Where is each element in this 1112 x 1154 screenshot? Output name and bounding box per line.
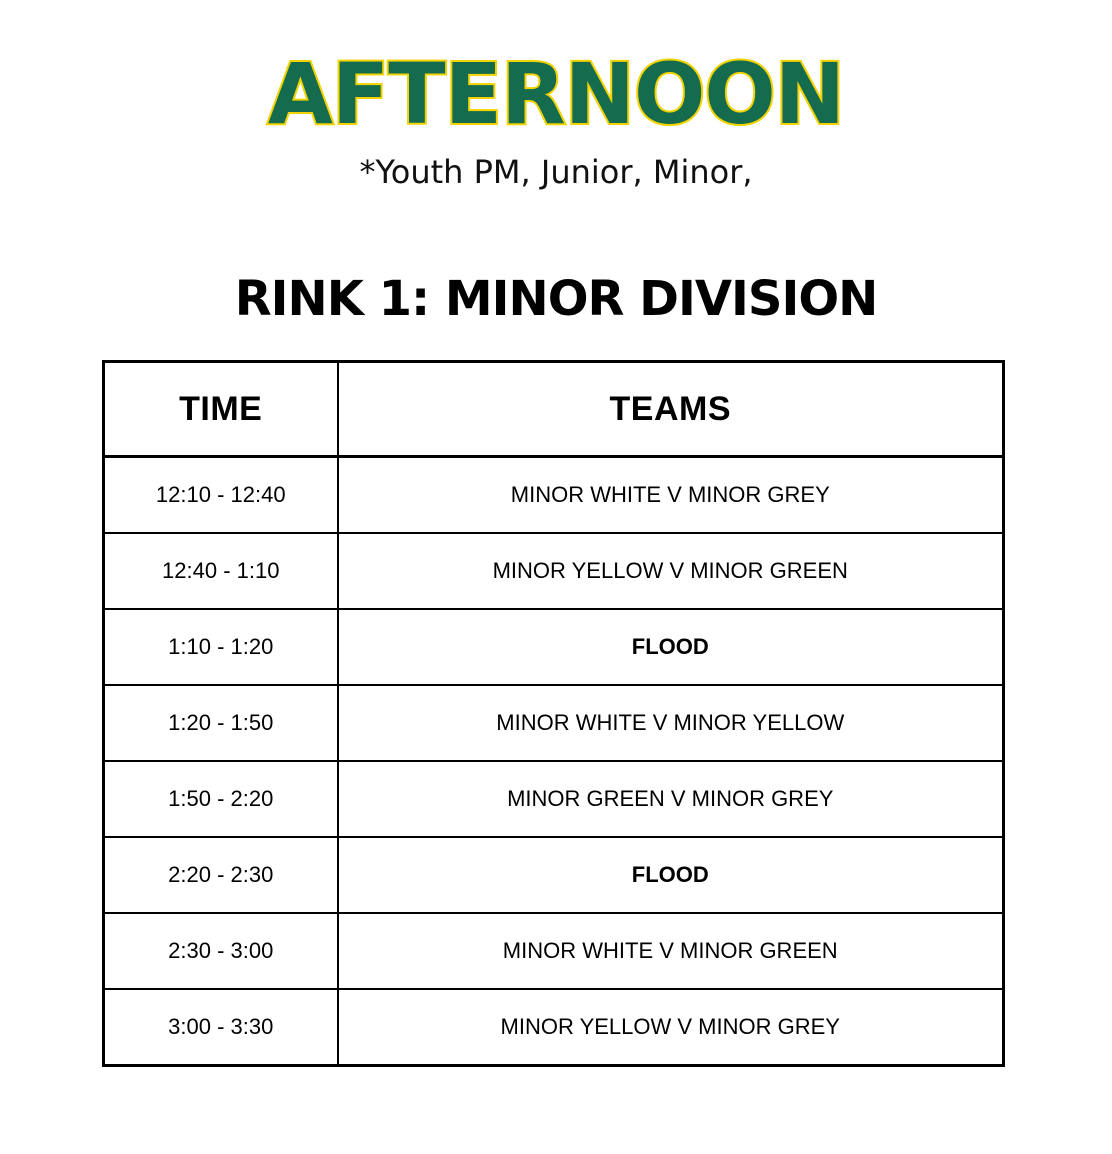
- teams-cell: MINOR WHITE V MINOR GREEN: [338, 913, 1004, 989]
- page-title: AFTERNOON: [267, 45, 845, 143]
- table-row: [104, 685, 1004, 761]
- table-row: [104, 989, 1004, 1066]
- time-cell: 1:10 - 1:20: [104, 609, 338, 685]
- page-subtitle: *Youth PM, Junior, Minor,: [359, 153, 753, 191]
- flood-cell: FLOOD: [338, 609, 1004, 685]
- teams-cell: MINOR WHITE V MINOR YELLOW: [338, 685, 1004, 761]
- time-cell: 2:20 - 2:30: [104, 837, 338, 913]
- table-row: [104, 913, 1004, 989]
- table-header-row: [104, 362, 1004, 457]
- column-header-teams: TEAMS: [338, 362, 1004, 457]
- time-cell: 3:00 - 3:30: [104, 989, 338, 1066]
- column-header-time: TIME: [104, 362, 338, 457]
- time-cell: 12:10 - 12:40: [104, 457, 338, 534]
- time-cell: 12:40 - 1:10: [104, 533, 338, 609]
- time-cell: 1:20 - 1:50: [104, 685, 338, 761]
- table-row: [104, 609, 1004, 685]
- table-row: [104, 761, 1004, 837]
- teams-cell: MINOR GREEN V MINOR GREY: [338, 761, 1004, 837]
- teams-cell: MINOR WHITE V MINOR GREY: [338, 457, 1004, 534]
- flood-cell: FLOOD: [338, 837, 1004, 913]
- teams-cell: MINOR YELLOW V MINOR GREY: [338, 989, 1004, 1066]
- table-row: [104, 533, 1004, 609]
- schedule-table: [102, 360, 1005, 1067]
- table-row: [104, 457, 1004, 534]
- schedule-table-body: [104, 457, 1004, 1066]
- teams-cell: MINOR YELLOW V MINOR GREEN: [338, 533, 1004, 609]
- time-cell: 2:30 - 3:00: [104, 913, 338, 989]
- section-title: RINK 1: MINOR DIVISION: [234, 271, 878, 327]
- time-cell: 1:50 - 2:20: [104, 761, 338, 837]
- table-row: [104, 837, 1004, 913]
